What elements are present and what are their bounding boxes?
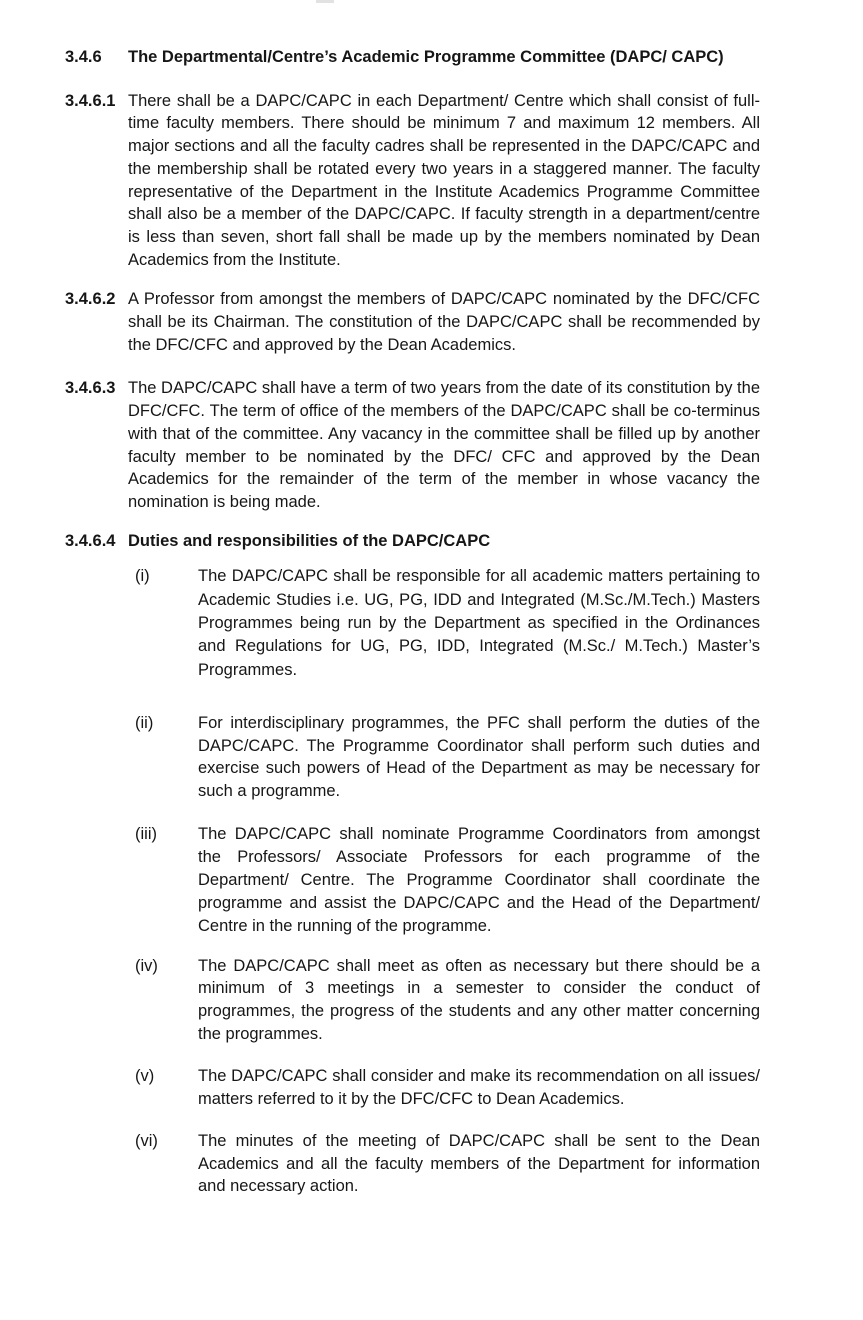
section-paragraph — [65, 288, 760, 356]
duty-marker: (iii) — [135, 824, 157, 843]
section-heading — [65, 46, 760, 69]
duty-text: The DAPC/CAPC shall nominate Programme Coordinators from amongst the Professors/ Associate Professors for each programme of the Department/ Centre. The Programme Coordinator shall coordinate the programme and assist the DAPC/CAPC and the Head of the Department/ Centre in the running of the programme. — [198, 824, 760, 935]
section-paragraph — [65, 90, 760, 272]
duty-marker: (ii) — [135, 713, 154, 732]
duty-text: The DAPC/CAPC shall meet as often as necessary but there should be a minimum of 3 meetings in a semester to consider the conduct of programmes, the progress of the students and any other matter concerning the programmes. — [198, 956, 760, 1043]
document-content — [65, 46, 760, 1198]
duty-item — [65, 823, 760, 938]
duty-item — [65, 955, 760, 1046]
duty-text: The minutes of the meeting of DAPC/CAPC shall be sent to the Dean Academics and all the faculty members of the Department for information and necessary action. — [198, 1131, 760, 1196]
duty-item — [65, 712, 760, 803]
section-paragraph — [65, 377, 760, 513]
section-text: The DAPC/CAPC shall have a term of two years from the date of its constitution by the DFC/CFC. The term of office of the members of the DAPC/CAPC shall be co-terminus with that of the committee. Any vacancy in the committee shall be filled up by another faculty member to be nominated by the DFC/ CFC and approved by the Dean Academics for the remainder of the term of the member in whose vacancy the nomination is being made. — [128, 379, 760, 511]
subsection-heading-number: 3.4.6.4 — [65, 531, 116, 550]
section-number: 3.4.6.1 — [65, 91, 116, 110]
duty-marker: (v) — [135, 1067, 155, 1086]
duty-item — [65, 1130, 760, 1198]
duty-text: The DAPC/CAPC shall be responsible for all academic matters pertaining to Academic Studies i.e. UG, PG, IDD and Integrated (M.Sc./M.Tech.) Masters Programmes being run by the Department as specified in the Ordinances and Regulations for UG, PG, IDD, Integrated (M.Sc./ M.Tech.) Master’s Programmes. — [198, 567, 760, 679]
section-text: A Professor from amongst the members of DAPC/CAPC nominated by the DFC/CFC shall be its Chairman. The constitution of the DAPC/CAPC shall be recommended by the DFC/CFC and approved by the Dean Academics. — [128, 290, 760, 354]
duty-text: For interdisciplinary programmes, the PFC shall perform the duties of the DAPC/CAPC. The Programme Coordinator shall perform such duties and exercise such powers of Head of the Department as may be necessary for such a programme. — [198, 713, 760, 800]
section-number: 3.4.6.2 — [65, 290, 116, 309]
duty-item — [65, 1065, 760, 1110]
duty-marker: (vi) — [135, 1131, 158, 1150]
duty-marker: (i) — [135, 567, 150, 586]
page-edge-artifact — [316, 0, 334, 3]
section-number: 3.4.6.3 — [65, 379, 116, 398]
duty-marker: (iv) — [135, 956, 158, 975]
duty-text: The DAPC/CAPC shall consider and make its recommendation on all issues/ matters referred to it by the DFC/CFC to Dean Academics. — [198, 1067, 760, 1109]
section-text: There shall be a DAPC/CAPC in each Department/ Centre which shall consist of full-time faculty members. There should be minimum 7 and maximum 12 members. All major sections and all the faculty cadres shall be represented in the DAPC/CAPC and the membership shall be rotated every two years in a staggered manner. The faculty representative of the Department in the Institute Academics Programme Committee shall also be a member of the DAPC/CAPC. If faculty strength in a department/centre is less than seven, short fall shall be made up by the members nominated by Dean Academics from the Institute. — [128, 91, 760, 269]
subsection-heading — [65, 530, 760, 553]
duty-item — [65, 565, 760, 681]
subsection-heading-title: Duties and responsibilities of the DAPC/CAPC — [128, 531, 491, 550]
section-heading-number: 3.4.6 — [65, 48, 102, 66]
section-heading-title: The Departmental/Centre’s Academic Programme Committee (DAPC/ CAPC) — [128, 48, 724, 66]
